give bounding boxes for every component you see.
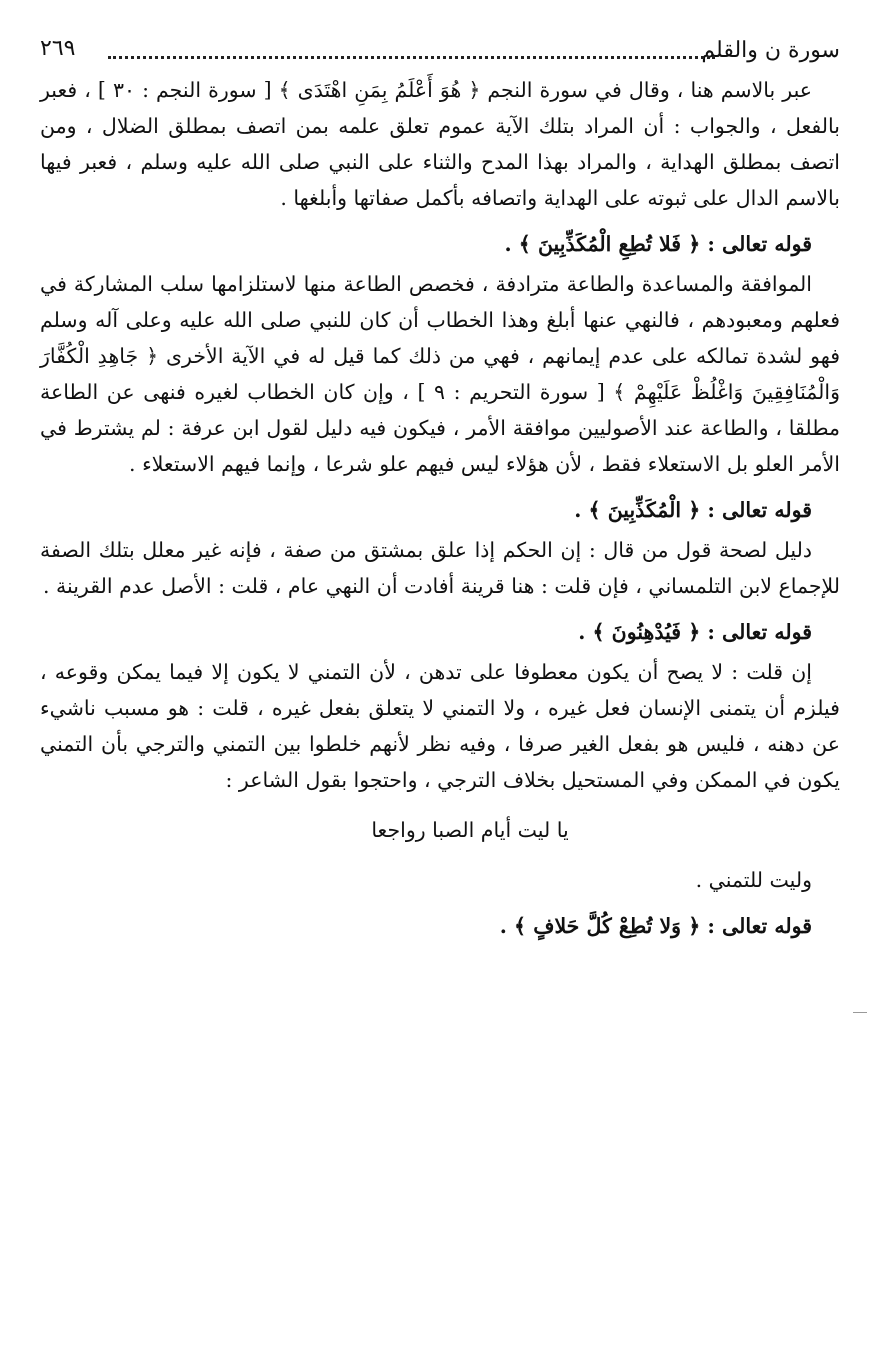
page-body <box>40 72 840 944</box>
running-header <box>40 30 840 72</box>
paragraph-comparison: عبر بالاسم هنا ، وقال في سورة النجم ﴿ هُوَ أَعْلَمُ بِمَنِ اهْتَدَى ﴾ [ سورة النجم : ٣٠ ] ، فعبر بالفعل ، والجواب : أن المراد بتلك الآية عموم تعلق علمه بمن اتصف بمطلق الضلال ، ومن اتصف بمطلق الهداية ، والمراد بهذا المدح والثناء على النبي صلى الله عليه وسلم ، فعبر فيها بالاسم الدال على ثبوته على الهداية واتصافه بأكمل صفاتها وأبلغها . <box>40 78 840 210</box>
paragraph-wishing: إن قلت : لا يصح أن يكون معطوفا على تدهن ، لأن التمني لا يكون إلا فيما يمكن وقوعه ، فيلزم أن يتمنى الإنسان فعل غيره ، ولا التمني لا يتعلق بفعل غيره ، قلت : هو مسبب ناشيء عن دهنه ، فليس هو بفعل الغير صرفا ، وفيه نظر لأنهم خلطوا بين التمني والترجي بأن التمني يكون في الممكن وفي المستحيل بخلاف الترجي ، واحتجوا بقول الشاعر : <box>40 660 840 792</box>
surah-title: سورة ن والقلم <box>701 38 840 63</box>
book-page <box>40 30 840 1350</box>
page-number: ٢٦٩ <box>40 36 76 61</box>
verse-heading-swearer: قوله تعالى : ﴿ وَلا تُطِعْ كُلَّ حَلافٍ ﴾ . <box>499 914 812 938</box>
poetry-verse: يا ليت أيام الصبا رواجعا <box>371 818 569 842</box>
header-dotted-rule <box>108 42 715 59</box>
verse-heading-deniers: قوله تعالى : ﴿ الْمُكَذِّبِينَ ﴾ . <box>574 498 812 522</box>
verse-heading-obey: قوله تعالى : ﴿ فَلا تُطِعِ الْمُكَذِّبِينَ ﴾ . <box>504 232 812 256</box>
paragraph-ruling: دليل لصحة قول من قال : إن الحكم إذا علق بمشتق من صفة ، فإنه غير معلل بتلك الصفة للإجماع لابن التلمساني ، فإن قلت : هنا قرينة أفادت أن النهي عام ، قلت : الأصل عدم القرينة . <box>40 538 840 598</box>
paragraph-note: وليت للتمني . <box>695 868 812 892</box>
paragraph-obedience: الموافقة والمساعدة والطاعة مترادفة ، فخصص الطاعة منها لاستلزامها سلب المشاركة في فعلهم ومعبودهم ، فالنهي عنها أبلغ وهذا الخطاب أن كان للنبي صلى الله عليه وعلى آله وسلم فهو لشدة تمالكه على عدم إيمانهم ، فهي من ذلك كما قيل له في الآية الأخرى ﴿ جَاهِدِ الْكُفَّارَ وَالْمُنَافِقِينَ وَاغْلُظْ عَلَيْهِمْ ﴾ [ سورة التحريم : ٩ ] ، وإن كان الخطاب لغيره فنهى عن الطاعة مطلقا ، والطاعة عند الأصوليين موافقة الأمر ، فيكون فيه دليل لقول ابن عرفة : لم يشترط في الأمر العلو بل الاستعلاء فقط ، لأن هؤلاء ليس فيهم علو شرعا ، وإنما فيهم الاستعلاء . <box>40 272 840 476</box>
margin-mark <box>853 1012 867 1013</box>
verse-heading-compromise: قوله تعالى : ﴿ فَيُدْهِنُونَ ﴾ . <box>578 620 812 644</box>
